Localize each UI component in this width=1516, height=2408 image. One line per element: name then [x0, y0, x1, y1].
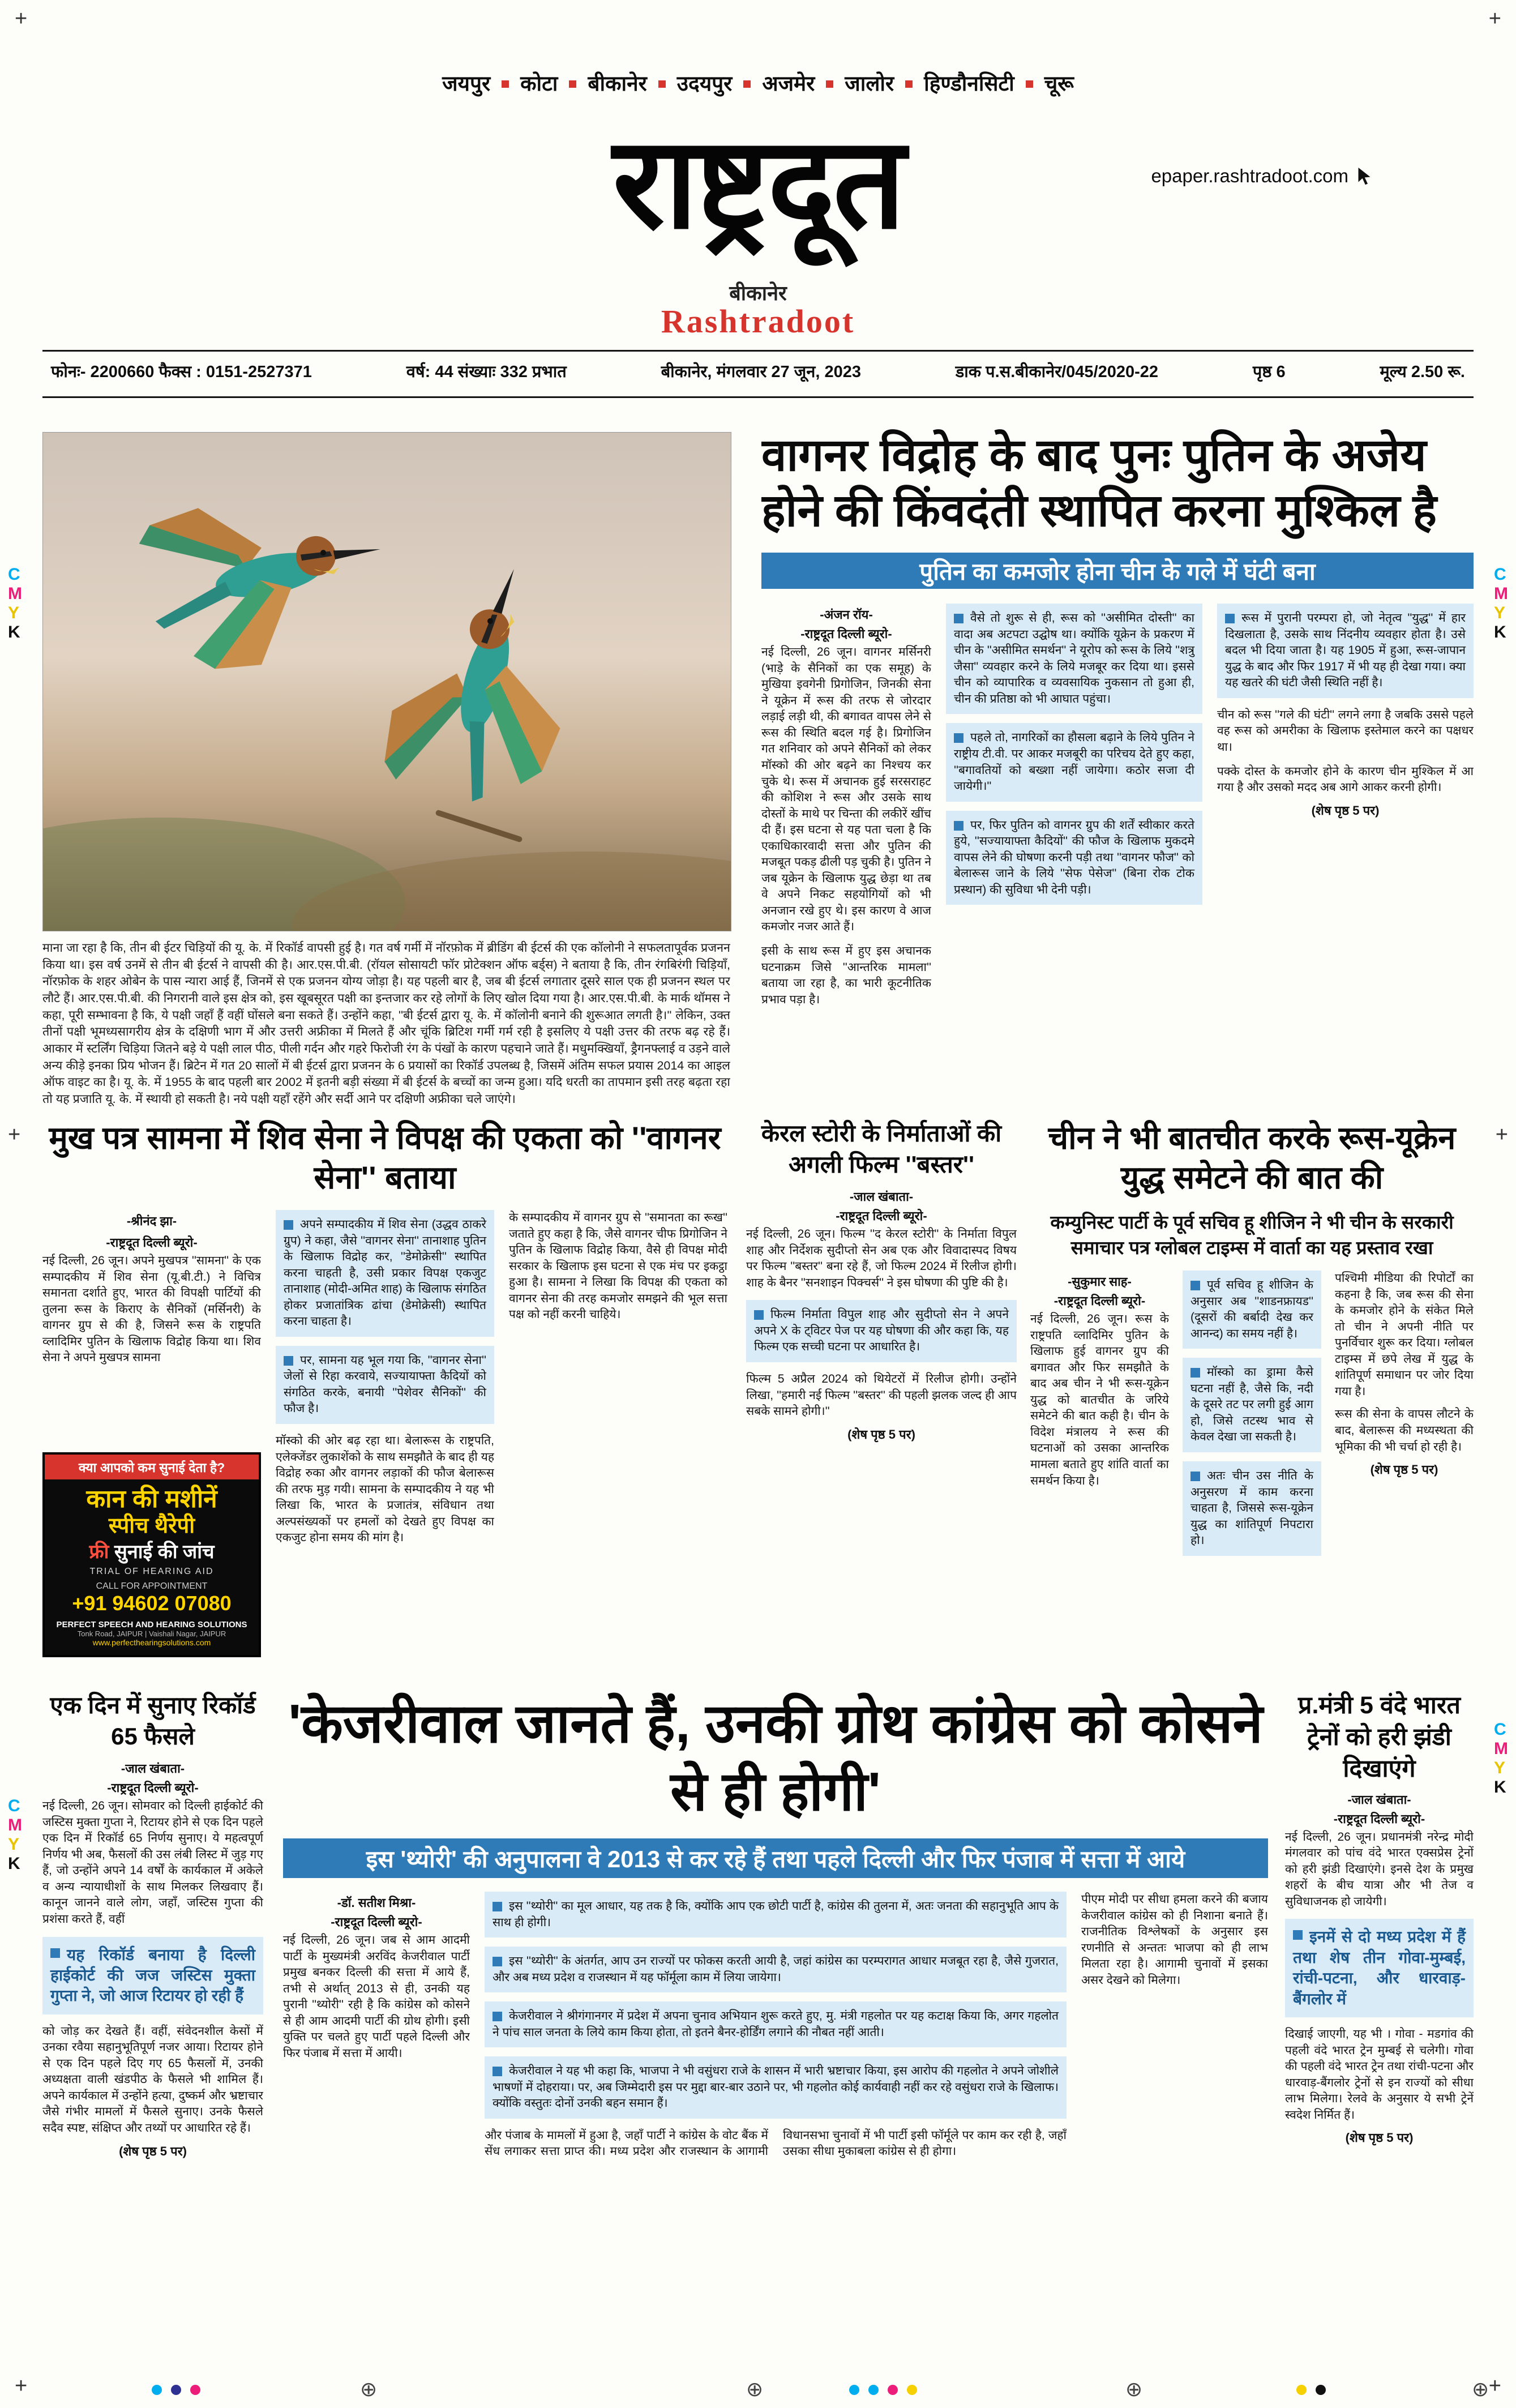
bullet-square-icon — [1190, 1368, 1200, 1378]
records-body: नई दिल्ली, 26 जून। सोमवार को दिल्ली हाईकोर्ट की जस्टिस मुक्ता गुप्ता ने, रिटायर होने से एक दिन पहले एक दिन में रिकॉर्ड 65 निर्णय सुनाए। ये महत्वपूर्ण निर्णय भी अब, फैसलों की उस लंबी लिस्ट में जुड़ गए हैं, जो उन्होंने अपने 14 वर्षों के कार्यकाल में अकेले व अन्य न्यायाधीशों के साथ मिलकर लिखवाए हैं। कानून जानने वाले लोग, जहाँ, जस्टिस गुप्ता की प्रशंसा करते हैं, वहीं — [42, 1799, 263, 1926]
info-phone: फोनः- 2200660 फैक्स : 0151-2527371 — [51, 363, 312, 381]
kerala-bureau: -राष्ट्रदूत दिल्ली ब्यूरो- — [836, 1209, 927, 1224]
bullet-square-icon — [493, 2012, 502, 2021]
edition-label: बीकानेर — [729, 281, 787, 305]
lead-byline: -अंजन रॉय- — [820, 608, 873, 622]
hearing-aid-ad — [42, 1452, 261, 1657]
highlight-paragraph: रूस में पुरानी परम्परा हो, जो नेतृत्व ''युद्ध'' में हार दिखलाता है, उसके साथ निंदनीय व्यवहार होता है। उसे बदल भी दिया जाता है। यह 1905 में हुआ, रूस-जापान युद्ध के बाद और फिर 1917 में भी यह ही देखा गया। क्या यह खतरे की घंटी जैसी स्थिति नहीं है। — [1217, 604, 1474, 698]
kerala-continued: (शेष पृष्ठ 5 पर) — [847, 1427, 915, 1442]
shivsena-col-1 — [42, 1210, 261, 1657]
highlight-paragraph: पूर्व सचिव हू शीजिन के अनुसार अब ''शाडनफ्रायड'' (दूसरों की बर्बादी देख कर आनन्द) का समय नहीं है। — [1183, 1271, 1321, 1349]
city: जालोर — [845, 72, 894, 95]
vande-headline: प्र.मंत्री 5 वंदे भारत ट्रेनों को हरी झंडी दिखाएंगे — [1298, 1692, 1461, 1782]
lead-photo — [42, 432, 731, 931]
kejriwal-bureau: -राष्ट्रदूत दिल्ली ब्यूरो- — [331, 1915, 422, 1929]
shivsena-body-3: के सम्पादकीय में वागनर ग्रुप से ''समानता का रूख'' जताते हुए कहा है कि, जैसे वागनर चीफ प्रिगोजिन ने पुतिन के खिलाफ विद्रोह किया, वैसे ही विपक्ष मोदी सरकार के खिलाफ इस घटना से एक मंच पर इकट्ठा हुआ है। सामना ने लिखा कि विपक्ष की एकता को वागनर सेना की तरह कमजोर समझने की भूल सत्ता पक्ष को नहीं करनी चाहिये। — [509, 1211, 727, 1321]
kerala-byline: -जाल खंबाता- — [849, 1190, 914, 1204]
info-pages: पृष्ठ 6 — [1252, 363, 1286, 381]
registration-target: ⊕ — [360, 2377, 378, 2401]
masthead-title: राष्ट्रदूत — [613, 111, 903, 254]
china-story — [1030, 1118, 1474, 1682]
kejriwal-col-3 — [1081, 1892, 1268, 2328]
china-subhead: कम्युनिस्ट पार्टी के पूर्व सचिव हू शीजिन ने भी चीन के सरकारी समाचार पत्र ग्लोबल टाइम्स में वार्ता का यह प्रस्ताव रखा — [1050, 1212, 1454, 1258]
ad-call-label: CALL FOR APPOINTMENT — [96, 1581, 208, 1591]
lead-bureau: -राष्ट्रदूत दिल्ली ब्यूरो- — [800, 627, 892, 641]
vande-note: इनमें से दो मध्य प्रदेश में हैं तथा शेष तीन गोवा-मुम्बई, रांची-पटना, और धारवाड़-बैंगलोर में — [1285, 1919, 1474, 2017]
bullet-square-icon — [954, 614, 963, 623]
ad-company: PERFECT SPEECH AND HEARING SOLUTIONS — [56, 1620, 247, 1629]
crop-mark: + — [1488, 7, 1501, 31]
lead-foot-left: इसी के साथ रूस में हुए इस अचानक घटनाक्रम जिसे ''आन्तरिक मामला'' बताया जा रहा है, का भारी कूटनीतिक प्रभाव पड़ा है। — [761, 944, 931, 1006]
cursor-icon — [1354, 166, 1374, 186]
bullet-square-icon — [284, 1220, 293, 1230]
lead-col-3 — [1217, 604, 1474, 1034]
bullet-square-icon — [284, 1356, 293, 1366]
city: जयपुर — [442, 72, 491, 95]
city: उदयपुर — [676, 72, 733, 95]
shivsena-body-2: मॉस्को की ओर बढ़ रहा था। बेलारूस के राष्ट्रपति, एलेक्जेंडर लुकाशेंको के साथ समझौते के बाद ही यह विद्रोह रुका और वागनर लड़ाकों की फौज बेलारूस की तरफ मुड़ गयी। सामना के सम्पादकीय ने यह भी लिखा कि, भारत के प्रजातंत्र, संविधान तथा अल्पसंख्यकों पर हमलों को देखते हुए विपक्ष का एकजुट होना समय की मांग है। — [276, 1434, 494, 1545]
city: बीकानेर — [588, 72, 647, 95]
records-bureau: -राष्ट्रदूत दिल्ली ब्यूरो- — [107, 1781, 199, 1795]
lead-continued: (शेष पृष्ठ 5 पर) — [1311, 803, 1380, 818]
bullet-square-icon — [1190, 1281, 1200, 1290]
highlight-paragraph: इस ''थ्योरी'' के अंतर्गत, आप उन राज्यों पर फोकस करती आयी है, जहां कांग्रेस का परम्परागत आधार मजबूत रहा है, जैसे गुजरात, और अब मध्य प्रदेश व राजस्थान में यह फॉर्मूला काम में लिया जायेगा। — [485, 1947, 1067, 1992]
lead-story — [761, 427, 1474, 1113]
lead-col-2 — [946, 604, 1202, 1034]
records-headline: एक दिन में सुनाए रिकॉर्ड 65 फैसले — [50, 1692, 256, 1750]
china-col-3 — [1335, 1271, 1474, 1639]
ad-address: Tonk Road, JAIPUR | Vaishali Nagar, JAIPUR — [77, 1629, 226, 1638]
ad-question: क्या आपको कम सुनाई देता है? — [45, 1455, 259, 1479]
registration-target: ⊕ — [1472, 2377, 1489, 2401]
registration-dot — [1316, 2385, 1326, 2395]
vande-bureau: -राष्ट्रदूत दिल्ली ब्यूरो- — [1333, 1811, 1425, 1826]
kejriwal-body: नई दिल्ली, 26 जून। जब से आम आदमी पार्टी के मुख्यमंत्री अरविंद केजरीवाल पार्टी प्रमुख बनकर दिल्ली की सत्ता में आये हैं, तभी से अर्थात् 2013 से ही, उनकी यह पुरानी ''थ्योरी'' रही है कि कांग्रेस को कोसने से ही आम आदमी पार्टी की ग्रोथ होगी। इसी युक्ति पर चलते हुए पार्टी पहले दिल्ली और फिर पंजाब में सत्ता में आयी। — [283, 1934, 470, 2060]
shivsena-col-2 — [276, 1210, 494, 1657]
crop-mark: + — [15, 2374, 28, 2398]
header-rule-top — [42, 350, 1474, 352]
highlight-paragraph: इस ''थ्योरी'' का मूल आधार, यह तक है कि, क्योंकि आप एक छोटी पार्टी है, कांग्रेस की तुलना में, अतः जनता की सहानुभूति आप के साथ ही होगी। — [485, 1892, 1067, 1937]
registration-dot — [152, 2385, 162, 2395]
vande-body-2: दिखाई जाएगी, यह भी । गोवा - मडगांव की पहली वंदे भारत ट्रेन मुम्बई से चलेगी। गोवा की पहली वंदे भारत ट्रेन तथा रांची-पटना और धारवाड़-बैंगलोर ट्रेनों से इन राज्यों को सीधा लाभ मिलेगा। रेलवे के अनुसार ये सभी ट्रेनें स्वदेश निर्मित हैं। — [1285, 2027, 1474, 2122]
shivsena-byline: -श्रीनंद झा- — [126, 1214, 177, 1228]
registration-dot — [190, 2385, 200, 2395]
cmyk-mark: C M Y K — [1494, 565, 1508, 641]
epaper-link[interactable] — [1151, 165, 1374, 187]
china-headline: चीन ने भी बातचीत करके रूस-यूक्रेन युद्ध समेटने की बात की — [1048, 1120, 1456, 1195]
china-col-1 — [1030, 1271, 1169, 1639]
bullet-square-icon — [50, 1948, 60, 1958]
records-story — [42, 1690, 263, 2395]
shivsena-columns — [42, 1210, 727, 1657]
crop-mark: + — [15, 7, 28, 31]
kejriwal-col-mid — [485, 1892, 1067, 2328]
bullet-square-icon — [493, 1902, 502, 1911]
records-byline: -जाल खंबाता- — [121, 1761, 185, 1776]
registration-dot — [907, 2385, 917, 2395]
china-body-2: पश्चिमी मीडिया की रिपोर्टों का कहना है कि, जब रूस की सेना के कमजोर होने के संकेत मिले तो चीन ने अपनी नीति पर पुनर्विचार शुरू कर दिया। ग्लोबल टाइम्स में छपे लेख में युद्ध के शांतिपूर्ण समाधान पर जोर दिया गया है। — [1335, 1272, 1474, 1398]
china-bureau: -राष्ट्रदूत दिल्ली ब्यूरो- — [1054, 1294, 1146, 1308]
cmyk-mark: C M Y K — [8, 1797, 22, 1873]
lead-foot-right: पक्के दोस्त के कमजोर होने के कारण चीन मुश्किल में आ गया है और उसको मदद अब आगे आकर करनी होगी। — [1217, 764, 1474, 794]
china-body-3: रूस की सेना के वापस लौटने के बाद, बेलारूस की मध्यस्थता की भूमिका की भी चर्चा हो रही है। — [1335, 1408, 1474, 1453]
city: चूरू — [1044, 72, 1074, 95]
cmyk-mark: C M Y K — [1494, 1720, 1508, 1797]
kejriwal-col-1 — [283, 1892, 470, 2328]
cmyk-mark: C M Y K — [8, 565, 22, 641]
crop-mark: + — [1495, 1123, 1508, 1147]
info-postal: डाक प.स.बीकानेर/045/2020-22 — [955, 363, 1159, 381]
records-continued: (शेष पृष्ठ 5 पर) — [119, 2144, 187, 2158]
china-continued: (शेष पृष्ठ 5 पर) — [1370, 1462, 1438, 1477]
highlight-paragraph: पहले तो, नागरिकों का हौसला बढ़ाने के लिये पुतिन ने राष्ट्रीय टी.वी. पर आकर मजबूरी का परिचय देते हुए कहा, ''बगावतियों को बख्शा नहीं जायेगा। कठोर सजा दी जायेगी।'' — [946, 723, 1202, 801]
china-col-2 — [1183, 1271, 1321, 1639]
registration-dot — [849, 2385, 859, 2395]
lead-columns — [761, 604, 1474, 1034]
china-columns — [1030, 1271, 1474, 1639]
city: कोटा — [520, 72, 558, 95]
ad-website: www.perfecthearingsolutions.com — [92, 1638, 211, 1647]
highlight-paragraph: अपने सम्पादकीय में शिव सेना (उद्धव ठाकरे ग्रुप) ने कहा, जैसे ''वागनर सेना'' तानाशाह पुतिन के खिलाफ विद्रोह कर, ''डेमोक्रेसी'' स्थापित करना चाहती है, उसी प्रकार विपक्ष एकजुट तानाशाह (मोदी-अमित शाह) के खिलाफ संगठित होकर प्रजातांत्रिक ढांचा (डेमोक्रेसी) स्थापित करना चाहता है। — [276, 1210, 494, 1337]
info-bar — [51, 360, 1465, 382]
registration-dot — [888, 2385, 898, 2395]
shivsena-col-3 — [509, 1210, 727, 1657]
city: हिण्डौनसिटी — [924, 72, 1014, 95]
highlight-paragraph: अतः चीन उस नीति के अनुसरण में काम करना चाहता है, जिससे रूस-यूक्रेन युद्ध का शांतिपूर्ण निपटारा हो। — [1183, 1461, 1321, 1556]
ad-trial: TRIAL OF HEARING AID — [89, 1567, 214, 1576]
bullet-square-icon — [954, 821, 963, 831]
bullet-square-icon — [954, 733, 963, 743]
lead-headline: वागनर विद्रोह के बाद पुनः पुतिन के अजेय होने की किंवदंती स्थापित करना मुश्किल है — [761, 430, 1437, 536]
registration-dot — [171, 2385, 181, 2395]
kejriwal-headline: 'केजरीवाल जानते हैं, उनकी ग्रोथ कांग्रेस को कोसने से ही होगी' — [288, 1693, 1263, 1822]
kerala-body: नई दिल्ली, 26 जून। फिल्म ''द केरल स्टोरी'' के निर्माता विपुल शाह और निर्देशक सुदीप्तो सेन अब एक और विवादास्पद विषय पर फिल्म ''बस्तर'' बना रहे हैं, जो फिल्म 2024 में रिलीज होगी। शाह के बैनर ''सनशाइन पिक्चर्स'' ने इस घोषणा की पुष्टि की है। — [746, 1227, 1017, 1289]
ad-offer: फ्री सुनाई की जांच — [89, 1541, 215, 1563]
bullet-square-icon — [493, 2067, 502, 2076]
section-middle — [42, 1118, 1474, 1682]
ad-service: स्पीच थैरेपी — [108, 1514, 195, 1538]
kejriwal-byline: -डॉ. सतीश मिश्रा- — [337, 1896, 416, 1910]
lead-col-1 — [761, 604, 931, 1034]
vande-body: नई दिल्ली, 26 जून। प्रधानमंत्री नरेन्द्र मोदी मंगलवार को पांच वंदे भारत एक्सप्रेस ट्रेनों को हरी झंडी दिखाएंगे। इनसे देश के प्रमुख शहरों के बीच यात्रा और भी तेज व सुविधाजनक हो जायेगी। — [1285, 1830, 1474, 1908]
bullet-square-icon — [493, 1957, 502, 1966]
vande-continued: (शेष पृष्ठ 5 पर) — [1345, 2131, 1414, 2145]
shivsena-body: नई दिल्ली, 26 जून। अपने मुखपत्र ''सामना'' के एक सम्पादकीय में शिव सेना (यू.बी.टी.) ने विचित्र समानता दर्शाते हुए, भारत की विपक्षी पार्टियों की तुलना रूस के किराए के सैनिकों (मर्सिनरी) के वागनर ग्रुप से की है, जिसने रूस के राष्ट्रपति व्लादिमिर पुतिन के खिलाफ विद्रोह किया था। शिव सेना ने अपने मुखपत्र सामना — [42, 1254, 261, 1365]
kejriwal-story — [283, 1690, 1268, 2395]
shivsena-story — [42, 1118, 727, 1682]
epaper-url[interactable]: epaper.rashtradoot.com — [1151, 165, 1348, 186]
shivsena-bureau: -राष्ट्रदूत दिल्ली ब्यूरो- — [106, 1235, 198, 1250]
city: अजमेर — [762, 72, 815, 95]
records-body-2: को जोड़ कर देखते हैं। वहीं, संवेदनशील केसों में उनका रवैया सहानुभूतिपूर्ण नजर आया। रिटायर होने से एक दिन पहले दिए गए 65 फैसलों में, उनकी अध्यक्षता वाली खंडपीठ के फैसले भी शामिल हैं। अपने कार्यकाल में उन्होंने हत्या, दुष्कर्म और भ्रष्टाचार जैसे गंभीर मामलों में फैसले सुनाए। उनके फैसले सदैव स्पष्ट, संक्षिप्त और तथ्यों पर आधारित रहे हैं। — [42, 2024, 263, 2135]
photo-caption: माना जा रहा है कि, तीन बी ईटर चिड़ियों की यू. के. में रिकॉर्ड वापसी हुई है। गत वर्ष गर्मी में नॉरफ़ोक में ब्रीडिंग बी ईटर्स की एक कॉलोनी ने सफलतापूर्वक प्रजनन किया था। इस वर्ष उनमें से तीन बी ईटर्स ने वापसी की है। आर.एस.पी.बी. (रॉयल सोसायटी फॉर प्रोटेक्शन ऑफ बर्ड्स) ने बताया है कि, तीन रंगबिरंगी चिड़ियाँ, नॉरफ़ोक के शहर ओबेन के पास न्यारा आई हैं, जिनमें से एक प्रजनन योग्य जोड़ा है। यह पहली बार है, जब बी ईटर्स लगातार दूसरे साल एक ही प्रजनन स्थल पर लौटे हैं। आर.एस.पी.बी. की निगरानी वाले इस क्षेत्र को, इस खूबसूरत पक्षी का इन्तजार कर रहे लोगों के लिए खोल दिया गया है। आर.एस.पी.बी. के मार्क थॉमस ने कहा, पूरी सम्भावना है कि, ये पक्षी जहाँ हैं वहीं घोंसले बना सकते हैं। उन्होंने कहा, ''बी ईटर्स द्वारा यू. के. में कॉलोनी बनाने की शुरूआत लगती है।'' लेकिन, उक्त तीनों पक्षी भूमध्यसागरीय क्षेत्र के दक्षिणी भाग में और उत्तरी अफ्रीका में मिलते हैं और चूंकि ब्रिटिश गर्मी गर्म रही है इसलिए ये पक्षी उत्तर की तरफ बढ़ रहे हैं। आकार में स्टर्लिंग चिड़िया जितने बड़े ये पक्षी लाल पीठ, पीली गर्दन और गहरे फिरोजी रंग के पंखों के कारण पहचाने जाते हैं। मधुमक्खियाँ, ड्रैगनफ्लाई व उड़ने वाले अन्य कीड़े इनका प्रिय भोजन हैं। ब्रिटेन में गत 20 सालों में बी ईटर्स द्वारा प्रजनन के 6 प्रयासों का रिकॉर्ड उपलब्ध है, जिसमें अंतिम सफल प्रयास 2014 का आइल ऑफ वाइट का है। यू. के. में 1955 के बाद पहली बार 2002 में इतनी बड़ी संख्या में बी ईटर्स के बच्चों का जन्म हुआ। यदि धरती का तापमान इसी तरह बढ़ता रहा तो यह प्रजाति यू. के. में स्थायी हो सकती है। नये पक्षी यहाँ रहेंगे और सर्दी आने पर दक्षिणी अफ्रीका चले जाएंगे। — [42, 941, 730, 1106]
highlight-paragraph: केजरीवाल ने श्रीगंगानगर में प्रदेश में अपना चुनाव अभियान शुरू करते हुए, मु. मंत्री गहलोत पर यह कटाक्ष किया कि, अगर गहलोत ने पांच साल जनता के लिये काम किया होता, तो इतने बैनर-होर्डिंग लगाने की नौबत नहीं आती। — [485, 2001, 1067, 2047]
bullet-square-icon — [754, 1310, 764, 1320]
kerala-highlight: फिल्म निर्माता विपुल शाह और सुदीप्तो सेन ने अपने अपने X के ट्विटर पेज पर यह घोषणा की और कहा कि, यह फिल्म एक सच्ची घटना पर आधारित है। — [746, 1300, 1017, 1362]
info-price: मूल्य 2.50 रू. — [1380, 363, 1465, 381]
ad-product: कान की मशीनें — [86, 1485, 217, 1513]
registration-dot — [1296, 2385, 1307, 2395]
records-note: यह रिकॉर्ड बनाया है दिल्ली हाईकोर्ट की जज जस्टिस मुक्ता गुप्ता ने, जो आज रिटायर हो रही हैं — [42, 1937, 263, 2014]
highlight-paragraph: मॉस्को का ड्रामा कैसे घटना नहीं है, जैसे कि, नदी के दूसरे तट पर लगी हुई आग हो, जिसे तटस्थ भाव से केवल देखा जा सकती है। — [1183, 1358, 1321, 1452]
registration-target: ⊕ — [746, 2377, 764, 2401]
kejriwal-strap: इस 'थ्योरी' की अनुपालना वे 2013 से कर रहे हैं तथा पहले दिल्ली और फिर पंजाब में सत्ता में आये — [283, 1838, 1268, 1878]
header-rule-bottom — [42, 396, 1474, 398]
kejriwal-body-2: और पंजाब के मामलों में हुआ है, जहाँ पार्टी ने कांग्रेस के वोट बैंक में सेंध लगाकर सत्ता प्राप्त की। मध्य प्रदेश और राजस्थान के आगामी विधानसभा चुनावों में भी पार्टी इसी फॉर्मूले पर काम कर रही है, जहाँ उसका सीधा मुकाबला कांग्रेस से ही होगा। — [485, 2128, 1067, 2158]
info-year: वर्ष: 44 संख्याः 332 प्रभात — [406, 363, 567, 381]
crop-mark: + — [1488, 2374, 1501, 2398]
bullet-square-icon — [1225, 614, 1235, 623]
registration-dot — [868, 2385, 879, 2395]
bee-eaters-image — [43, 433, 731, 931]
china-body: नई दिल्ली, 26 जून। रूस के राष्ट्रपति व्लादिमिर पुतिन के खिलाफ हुई वागनर ग्रुप की बगावत और फिर समझौते के बाद अब चीन ने भी रूस-यूक्रेन युद्ध को बातचीत के जरिये समेटने की बात कही है। चीन के विदेश मंत्रालय ने रूस की घटनाओं को उसका आन्तरिक मामला बताते हुए शांति वार्ता का समर्थन किया है। — [1030, 1312, 1169, 1487]
kerala-headline: केरल स्टोरी के निर्माताओं की अगली फिल्म ''बस्तर'' — [761, 1120, 1002, 1178]
highlight-paragraph: पर, फिर पुतिन को वागनर ग्रुप की शर्तें स्वीकार करते हुये, ''सज्यायाफ्ता कैदियों'' की फौज के खिलाफ मुकदमे वापस लेने की घोषणा करनी पड़ी तथा ''वागनर फौज'' को बेलारूस जाने के लिये ''सेफ पेसेज'' (बिना रोक टोक प्रस्थान) की सुविधा भी देनी पड़ी। — [946, 811, 1202, 905]
vande-bharat-story — [1285, 1690, 1474, 2395]
info-date: बीकानेर, मंगलवार 27 जून, 2023 — [661, 363, 861, 381]
section-bottom — [42, 1690, 1474, 2395]
latin-name: Rashtradoot — [661, 303, 855, 340]
lead-subhead: पुतिन का कमजोर होना चीन के गले में घंटी बना — [761, 553, 1474, 589]
highlight-paragraph: केजरीवाल ने यह भी कहा कि, भाजपा ने भी वसुंधरा राजे के शासन में भारी भ्रष्टाचार किया, इस आरोप की गहलोत ने अपने जोशीले भाषणों में दोहराया। पर, अब जिम्मेदारी इस पर मुद्दा बार-बार उठाने पर, भी गहलोत कोई कार्यवाही नहीं कर रहे वसुंधरा राजे के खिलाफ। क्योंकि वस्तुतः दोनों उनकी बहन समान हैं। — [485, 2056, 1067, 2119]
shivsena-headline: मुख पत्र सामना में शिव सेना ने विपक्ष की एकता को ''वागनर सेना'' बताया — [49, 1120, 721, 1195]
kerala-story — [746, 1118, 1017, 1682]
bullet-square-icon — [1293, 1930, 1303, 1940]
lead-foot-mid: चीन को रूस ''गले की घंटी'' लगने लगा है जबकि उससे पहले वह रूस को अमरीका के खिलाफ इस्तेमाल करने का पक्षधर था। — [1217, 708, 1474, 754]
crop-mark: + — [8, 1123, 21, 1147]
ad-phone: +91 94602 07080 — [72, 1592, 232, 1615]
registration-target: ⊕ — [1125, 2377, 1143, 2401]
highlight-paragraph: वैसे तो शुरू से ही, रूस को ''असीमित दोस्ती'' का वादा अब अटपटा उद्घोष था। क्योंकि यूक्रेन के प्रकरण में चीन के ''असीमित समर्थन'' ने यूरोप को रूस के लिये ''शत्रु जैसा'' व्यवहार करने के लिये मजबूर कर दिया था। इससे चीन को व्यापारिक व व्यवसायिक नुकसान तो हुआ ही, चीन की प्रतिष्ठा को भी आघात पहुंचा। — [946, 604, 1202, 714]
kejriwal-columns — [283, 1892, 1268, 2328]
kejriwal-body-3: पीएम मोदी पर सीधा हमला करने की बजाय केजरीवाल कांग्रेस को ही निशाना बनाते हैं। राजनीतिक विश्लेषकों के अनुसार इस रणनीति से अन्ततः भाजपा को ही लाभ मिलता रहा है। आगामी चुनावों में इसका असर देखने को मिलेगा। — [1081, 1893, 1268, 1987]
vande-byline: -जाल खंबाता- — [1347, 1792, 1411, 1807]
bullet-square-icon — [1190, 1472, 1200, 1481]
china-byline: -सुकुमार साह- — [1068, 1274, 1132, 1289]
lead-body: नई दिल्ली, 26 जून। वागनर मर्सिनरी (भाड़े के सैनिकों का एक समूह) के मुखिया इवगेनी प्रिगोजिन, जिनकी सेना ने यूक्रेन में रूस की तरफ से जोरदार लड़ाई लड़ी थी, की बगावत वापस लेने से रूस की स्थिति बदल गई है। प्रिगोजिन गत शनिवार को अपने सैनिकों को लेकर मॉस्को की ओर बढ़ने का निश्चय कर चुके थे। रूस में अचानक हुई सरसराहट की कोशिश ने रूस और उसके साथ दोस्तों के माथे पर चिन्ता की लकीरें खींच दी हैं। इस घटना से यह पता चला है कि एकाधिकारवादी सत्ता और पुतिन की मजबूत पकड़ ढीली पड़ चुकी है। पुतिन ने जब यूक्रेन के खिलाफ युद्ध छेड़ा था तब वे अपने निकट सहयोगियों को भी अनजान रखे हुए थे। इस कारण वे आज कमजोर नजर आते हैं। — [761, 645, 931, 934]
kerala-body-2: फिल्म 5 अप्रैल 2024 को थियेटरों में रिलीज होगी। उन्होंने लिखा, ''हमारी नई फिल्म ''बस्तर'' की पहली झलक जल्द ही आप सबके सामने होगी।'' — [746, 1372, 1017, 1418]
highlight-paragraph: पर, सामना यह भूल गया कि, ''वागनर सेना'' जेलों से रिहा करवाये, सज्यायाफ्ता कैदियों को संगठित करके, बनायी ''पेशेवर सैनिकों'' की फौज है। — [276, 1346, 494, 1424]
